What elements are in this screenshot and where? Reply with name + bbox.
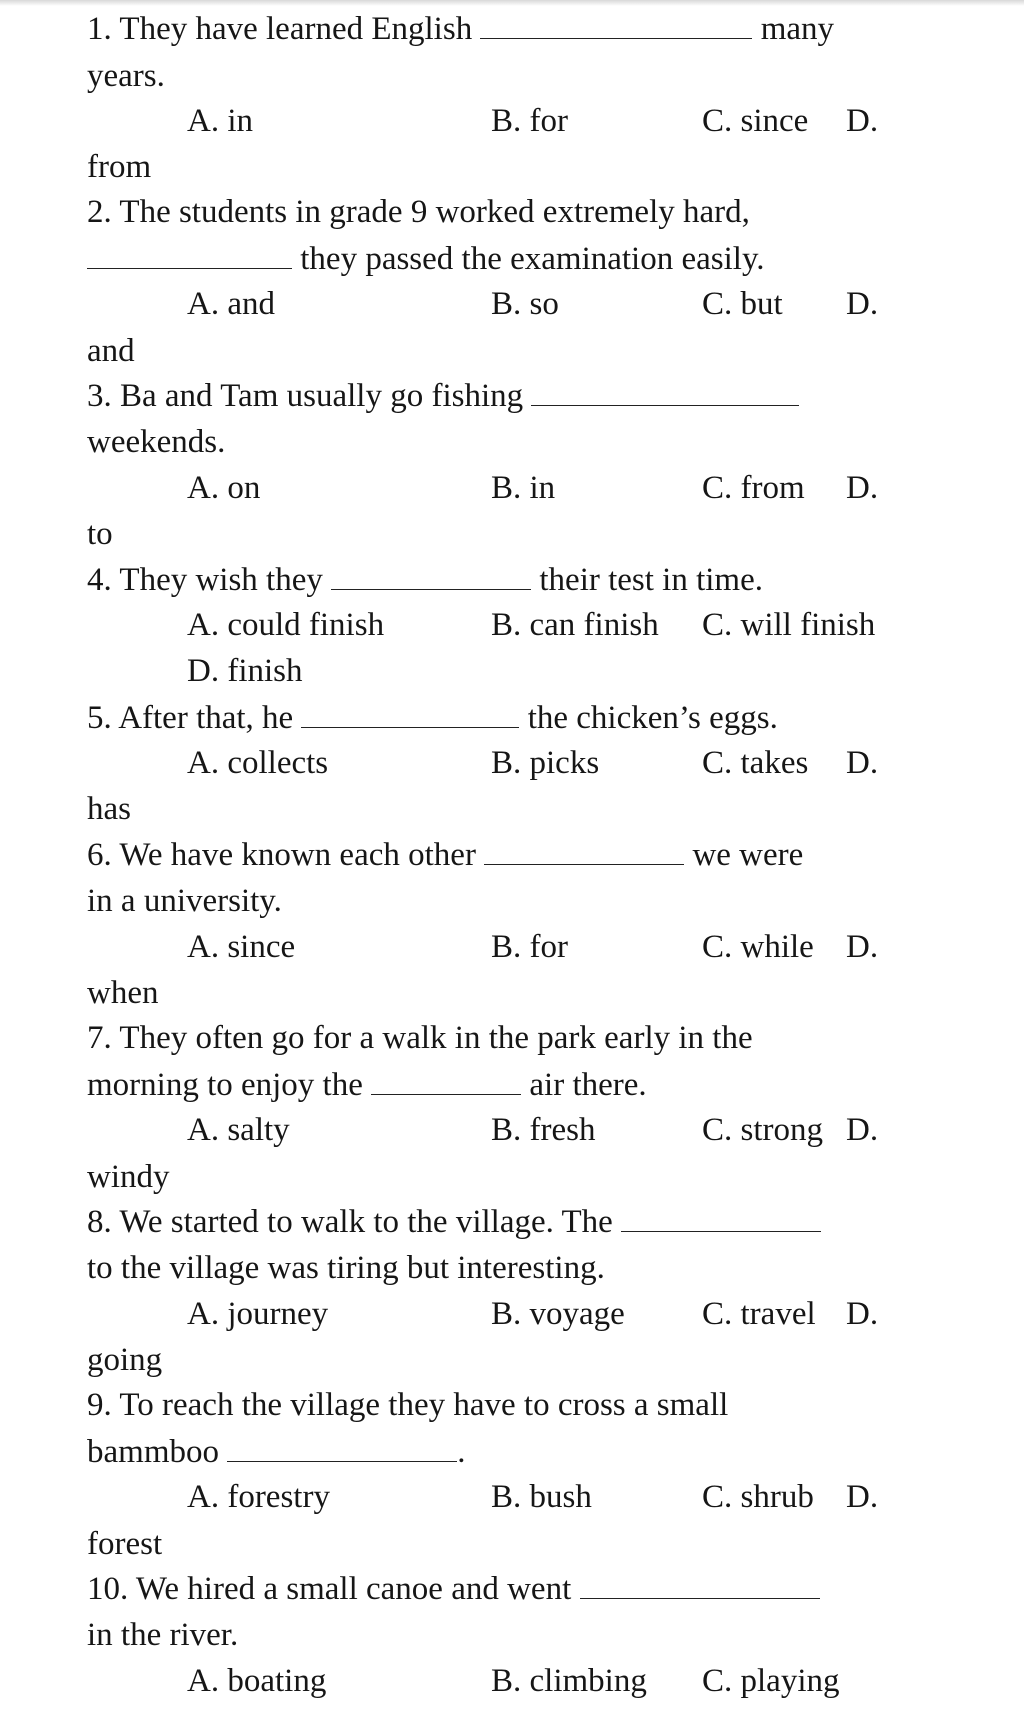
option-b[interactable]: B. for xyxy=(491,103,568,139)
question-text: They often go for a walk in the park early in the xyxy=(119,1020,753,1056)
option-b[interactable]: B. in xyxy=(491,470,556,506)
answer-blank[interactable] xyxy=(87,238,292,269)
option-d-text[interactable]: has xyxy=(87,791,131,827)
question-text: They wish they xyxy=(119,562,323,598)
question-text-continued: in a university. xyxy=(87,883,282,919)
option-d-text[interactable]: and xyxy=(87,333,135,369)
option-b[interactable]: B. bush xyxy=(491,1479,592,1515)
question-text: they passed the examination easily. xyxy=(300,241,765,277)
option-a[interactable]: A. salty xyxy=(187,1112,290,1148)
question-8 xyxy=(87,1201,821,1242)
answer-blank[interactable] xyxy=(621,1201,821,1232)
option-d[interactable]: D. xyxy=(846,286,879,322)
option-d[interactable]: D. xyxy=(846,929,879,965)
option-c[interactable]: C. while xyxy=(702,929,814,965)
question-2 xyxy=(87,192,750,232)
option-b[interactable]: B. voyage xyxy=(491,1296,625,1332)
question-5 xyxy=(87,697,778,738)
question-number: 9. xyxy=(87,1387,112,1423)
answer-blank[interactable] xyxy=(371,1064,521,1095)
question-text: We started to walk to the village. The xyxy=(119,1204,613,1240)
option-b[interactable]: B. fresh xyxy=(491,1112,596,1148)
question-10 xyxy=(87,1568,820,1609)
option-c[interactable]: C. strong xyxy=(702,1112,824,1148)
question-9-continued xyxy=(87,1431,465,1472)
question-9 xyxy=(87,1385,728,1425)
question-number: 5. xyxy=(87,700,112,736)
option-d[interactable]: D. xyxy=(846,470,879,506)
answer-blank[interactable] xyxy=(580,1568,820,1599)
option-c[interactable]: C. shrub xyxy=(702,1479,814,1515)
question-number: 6. xyxy=(87,837,112,873)
option-b[interactable]: B. can finish xyxy=(491,607,659,643)
option-a[interactable]: A. since xyxy=(187,929,296,965)
option-d-text[interactable]: forest xyxy=(87,1526,163,1562)
question-text-continued: to the village was tiring but interesting. xyxy=(87,1250,605,1286)
option-a[interactable]: A. collects xyxy=(187,745,329,781)
option-c[interactable]: C. will finish xyxy=(702,607,876,643)
option-a[interactable]: A. and xyxy=(187,286,275,322)
question-text: We have known each other xyxy=(119,837,476,873)
option-d-text[interactable]: to xyxy=(87,516,113,552)
question-number: 3. xyxy=(87,378,112,414)
answer-blank[interactable] xyxy=(227,1431,457,1462)
question-7 xyxy=(87,1018,753,1058)
question-text-continued: weekends. xyxy=(87,424,226,460)
answer-blank[interactable] xyxy=(480,8,752,39)
cropped-edge xyxy=(0,0,1024,6)
option-d-text[interactable]: when xyxy=(87,975,159,1011)
question-text: we were xyxy=(692,837,804,873)
question-text-continued: in the river. xyxy=(87,1617,239,1653)
question-text: their test in time. xyxy=(539,562,763,598)
answer-blank[interactable] xyxy=(531,375,799,406)
question-text: many xyxy=(760,11,835,47)
question-text: After that, he xyxy=(118,700,294,736)
option-a[interactable]: A. journey xyxy=(187,1296,329,1332)
question-text: Ba and Tam usually go fishing xyxy=(120,378,524,414)
option-a[interactable]: A. boating xyxy=(187,1663,327,1699)
option-d[interactable]: D. xyxy=(846,1479,879,1515)
question-6 xyxy=(87,834,803,875)
question-number: 8. xyxy=(87,1204,112,1240)
option-d-text[interactable]: going xyxy=(87,1342,163,1378)
question-1 xyxy=(87,8,834,49)
question-number: 10. xyxy=(87,1571,129,1607)
answer-blank[interactable] xyxy=(331,559,531,590)
question-text: morning to enjoy the xyxy=(87,1067,363,1103)
option-a[interactable]: A. on xyxy=(187,470,261,506)
question-text: air there. xyxy=(529,1067,647,1103)
question-2-continued xyxy=(87,238,765,279)
answer-blank[interactable] xyxy=(484,834,684,865)
option-b[interactable]: B. for xyxy=(491,929,568,965)
question-number: 7. xyxy=(87,1020,112,1056)
question-text: . xyxy=(457,1434,466,1470)
question-text: the chicken’s eggs. xyxy=(527,700,778,736)
option-c[interactable]: C. but xyxy=(702,286,783,322)
option-d-text[interactable]: from xyxy=(87,149,152,185)
option-a[interactable]: A. in xyxy=(187,103,253,139)
question-number: 4. xyxy=(87,562,112,598)
option-c[interactable]: C. takes xyxy=(702,745,809,781)
option-d[interactable]: D. finish xyxy=(187,653,303,689)
question-text: To reach the village they have to cross a small xyxy=(119,1387,729,1423)
option-c[interactable]: C. travel xyxy=(702,1296,816,1332)
question-number: 2. xyxy=(87,194,112,230)
question-text: The students in grade 9 worked extremely hard, xyxy=(119,194,750,230)
option-a[interactable]: A. forestry xyxy=(187,1479,330,1515)
option-a[interactable]: A. could finish xyxy=(187,607,385,643)
question-text: bammboo xyxy=(87,1434,219,1470)
option-d[interactable]: D. xyxy=(846,745,879,781)
question-number: 1. xyxy=(87,11,112,47)
option-d[interactable]: D. xyxy=(846,1112,879,1148)
option-c[interactable]: C. playing xyxy=(702,1663,840,1699)
option-c[interactable]: C. from xyxy=(702,470,805,506)
question-text: They have learned English xyxy=(119,11,473,47)
option-b[interactable]: B. climbing xyxy=(491,1663,647,1699)
option-b[interactable]: B. so xyxy=(491,286,559,322)
answer-blank[interactable] xyxy=(301,697,519,728)
question-4 xyxy=(87,559,763,600)
question-text-continued: years. xyxy=(87,58,165,94)
question-3 xyxy=(87,375,799,416)
option-b[interactable]: B. picks xyxy=(491,745,600,781)
option-d[interactable]: D. xyxy=(846,103,879,139)
question-text: We hired a small canoe and went xyxy=(135,1571,572,1607)
option-d[interactable]: D. xyxy=(846,1296,879,1332)
question-7-continued xyxy=(87,1064,647,1105)
option-d-text[interactable]: windy xyxy=(87,1159,170,1195)
option-c[interactable]: C. since xyxy=(702,103,809,139)
